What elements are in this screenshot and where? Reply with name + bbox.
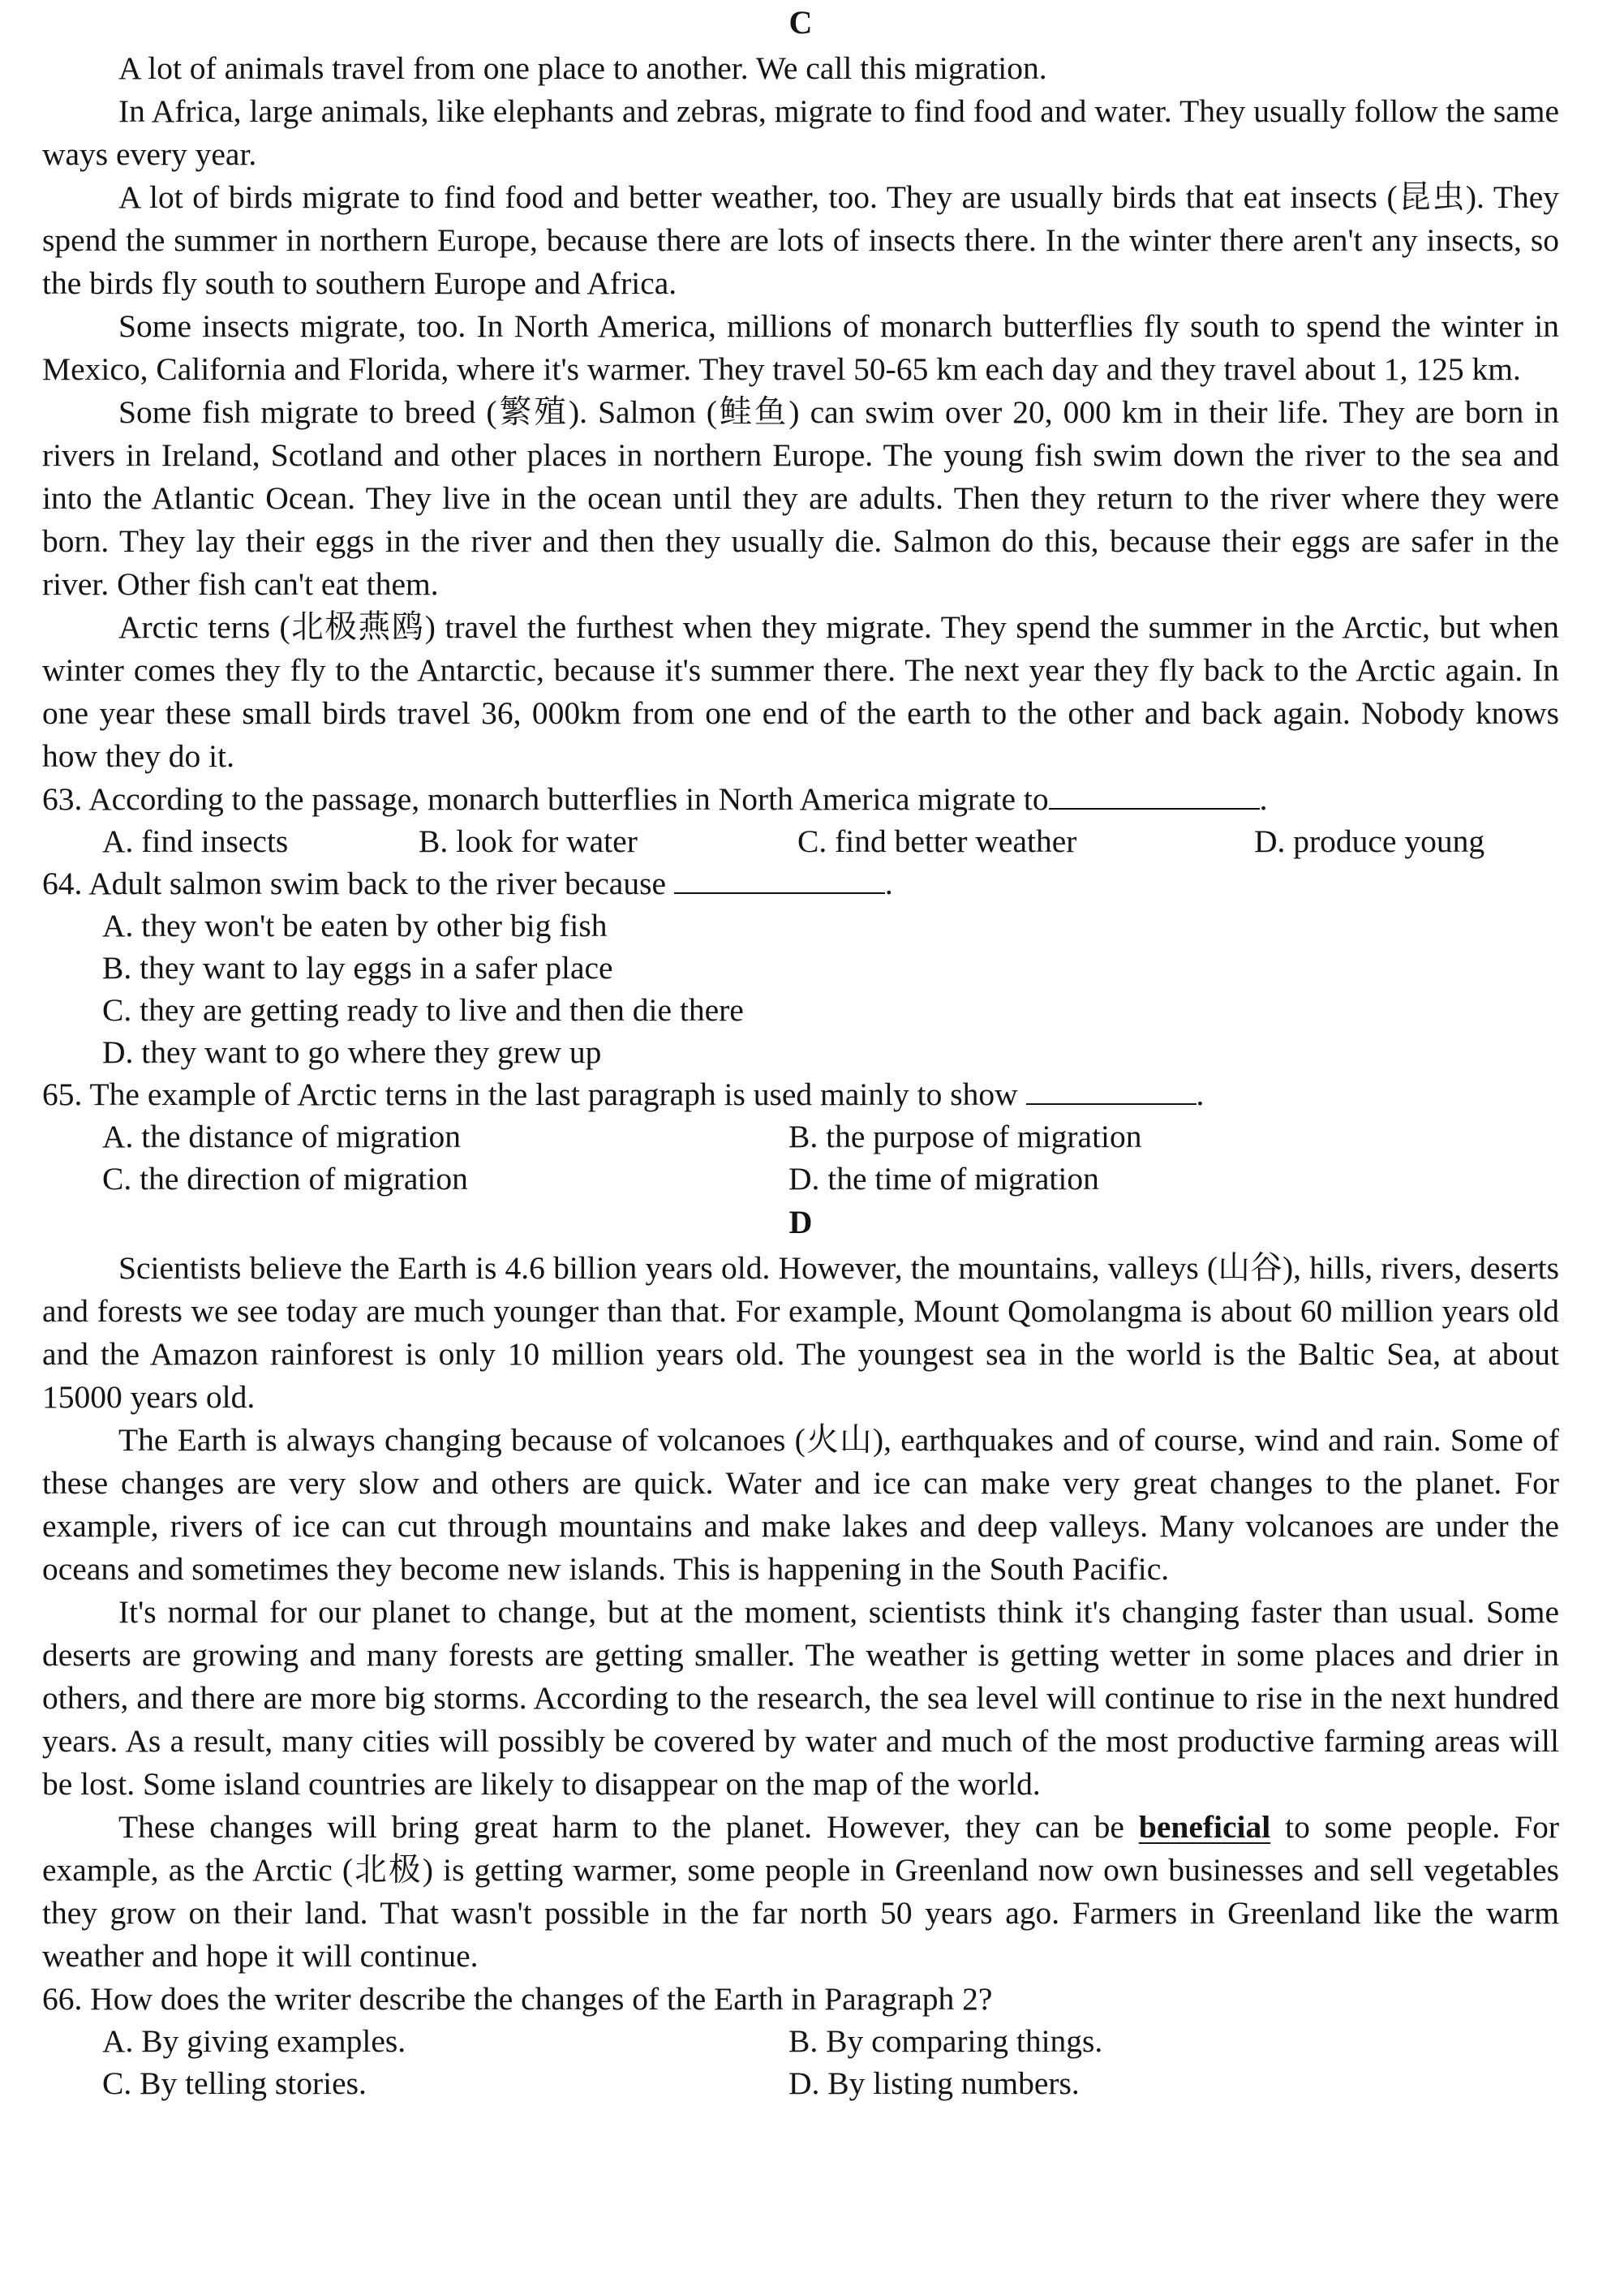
section-d-paragraph-3: It's normal for our planet to change, but at the moment, scientists think it's changing faster than usual. Some deserts are growing and many forests are getting smaller. The weather is getting wetter in some places and drier in others, and there are more big storms. According to the research, the sea level will continue to rise in the next hundred years. As a result, many cities will possibly be covered by water and much of the most productive farming areas will be lost. Some island countries are likely to disappear on the map of the world.	[42, 1594, 1559, 1802]
option-a: A. find insects	[102, 823, 289, 859]
answer-blank	[1049, 780, 1260, 810]
question-64-stem: 64. Adult salmon swim back to the river because	[42, 866, 666, 901]
question-66-stem: 66. How does the writer describe the changes of the Earth in Paragraph 2?	[42, 1981, 993, 2017]
paragraph-4-text-start: These changes will bring great harm to the planet. However, they can be	[118, 1809, 1139, 1845]
section-c-title: C	[788, 4, 813, 41]
question-63-end: .	[1259, 781, 1268, 817]
option-d: D. By listing numbers.	[788, 2065, 1080, 2101]
question-63-stem: 63. According to the passage, monarch butterflies in North America migrate to	[42, 781, 1049, 817]
option-a: A. they won't be eaten by other big fish	[102, 908, 608, 943]
question-66	[42, 1978, 1559, 2020]
option-a: A. the distance of migration	[102, 1119, 462, 1154]
answer-blank	[1026, 1076, 1197, 1105]
option-c: C. the direction of migration	[102, 1161, 468, 1197]
question-66-options	[42, 2020, 1559, 2104]
section-c-paragraph-3: A lot of birds migrate to find food and better weather, too. They are usually birds that eat insects (昆虫). They spend the summer in northern Europe, because there are lots of insects there. In the winter there aren't any insects, so the birds fly south to southern Europe and Africa.	[42, 179, 1559, 301]
question-64	[42, 862, 1559, 905]
section-d-paragraph-1: Scientists believe the Earth is 4.6 billion years old. However, the mountains, valleys (山谷), hills, rivers, deserts and forests we see today are much younger than that. For example, Mount Qomolangma is about 60 million years old and the Amazon rainforest is only 10 million years old. The youngest sea in the world is the Baltic Sea, at about 15000 years old.	[42, 1250, 1559, 1415]
option-b: B. By comparing things.	[788, 2023, 1103, 2059]
option-b: B. they want to lay eggs in a safer place	[102, 950, 613, 986]
section-c-paragraph-5: Some fish migrate to breed (繁殖). Salmon (鲑鱼) can swim over 20, 000 km in their life. They are born in rivers in Ireland, Scotland and other places in northern Europe. The young fish swim down the river to the sea and into the Atlantic Ocean. They live in the ocean until they are adults. Then they return to the river where they were born. They lay their eggs in the river and then they usually die. Salmon do this, because their eggs are safer in the river. Other fish can't eat them.	[42, 394, 1559, 602]
option-b: B. the purpose of migration	[788, 1119, 1142, 1154]
option-a: A. By giving examples.	[102, 2023, 406, 2059]
section-d-paragraph-4	[42, 1806, 1559, 1978]
question-64-options	[42, 905, 1559, 1073]
option-c: C. they are getting ready to live and then die there	[102, 992, 744, 1028]
option-c: C. By telling stories.	[102, 2065, 367, 2101]
question-65-options	[42, 1115, 1559, 1200]
section-c-paragraph-1: A lot of animals travel from one place to another. We call this migration.	[118, 50, 1047, 86]
question-65-stem: 65. The example of Arctic terns in the last paragraph is used mainly to show	[42, 1077, 1018, 1112]
paragraph-4-text-end: to some people. For example, as the Arctic (北极) is getting warmer, some people in Greenland now own businesses and sell vegetables they grow on their land. That wasn't possible in the far north 50 years ago. Farmers in Greenland like the warm weather and hope it will continue.	[42, 1809, 1560, 1974]
question-65-end: .	[1196, 1077, 1205, 1112]
underlined-word: beneficial	[1138, 1809, 1271, 1845]
answer-blank	[674, 865, 885, 894]
option-d: D. produce young	[1254, 823, 1485, 859]
option-c: C. find better weather	[797, 823, 1077, 859]
option-d: D. the time of migration	[788, 1161, 1099, 1197]
option-d: D. they want to go where they grew up	[102, 1034, 602, 1070]
section-c-paragraph-6: Arctic terns (北极燕鸥) travel the furthest when they migrate. They spend the summer in the Arctic, but when winter comes they fly to the Antarctic, because it's summer there. The next year they fly back to the Arctic again. In one year these small birds travel 36, 000km from one end of the earth to the other and back again. Nobody knows how they do it.	[42, 609, 1559, 774]
section-c-paragraph-2: In Africa, large animals, like elephants and zebras, migrate to find food and water. They usually follow the same ways every year.	[42, 93, 1559, 172]
option-b: B. look for water	[419, 823, 638, 859]
section-c-paragraph-4: Some insects migrate, too. In North America, millions of monarch butterflies fly south to spend the winter in Mexico, California and Florida, where it's warmer. They travel 50-65 km each day and they travel about 1, 125 km.	[42, 308, 1559, 387]
question-64-end: .	[884, 866, 893, 901]
section-d-title: D	[788, 1204, 813, 1240]
question-65	[42, 1073, 1559, 1115]
section-d-paragraph-2: The Earth is always changing because of volcanoes (火山), earthquakes and of course, wind and rain. Some of these changes are very slow and others are quick. Water and ice can make very great changes to the planet. For example, rivers of ice can cut through mountains and make lakes and deep valleys. Many volcanoes are under the oceans and sometimes they become new islands. This is happening in the South Pacific.	[42, 1422, 1559, 1587]
question-63	[42, 778, 1559, 820]
exam-page	[42, 5, 1559, 2104]
question-63-options	[42, 820, 1559, 862]
